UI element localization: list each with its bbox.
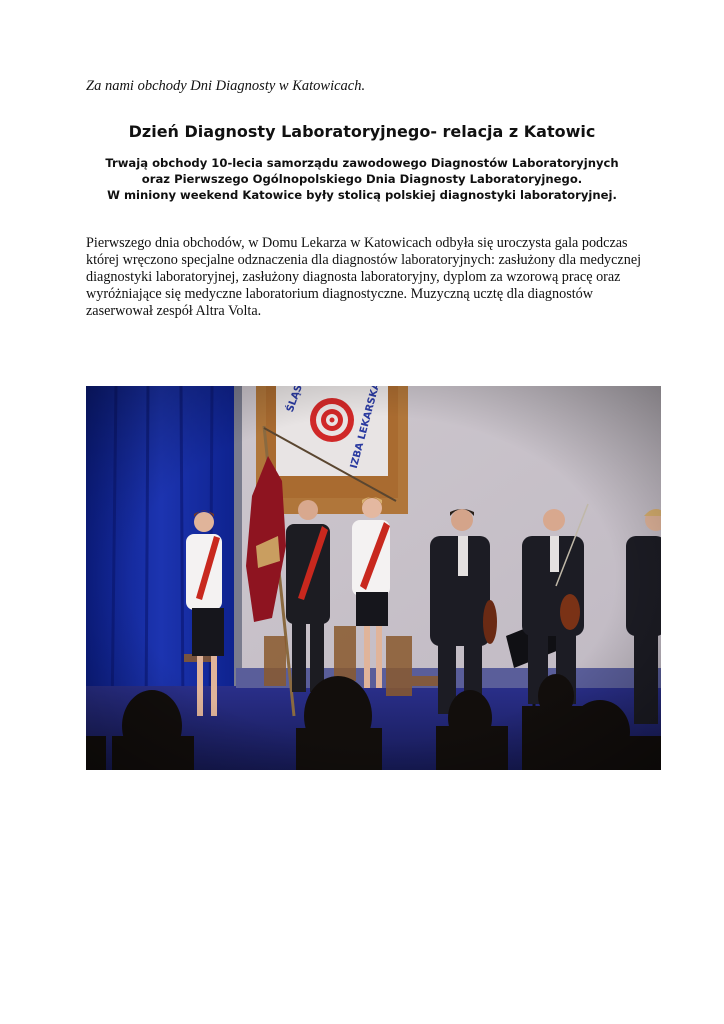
lead-line: W miniony weekend Katowice były stolicą polskiej diagnostyki laboratoryjnej.	[107, 188, 617, 202]
ceremony-photo	[86, 386, 661, 770]
lead-line: Trwają obchody 10-lecia samorządu zawodowego Diagnostów Laboratoryjnych	[105, 156, 619, 170]
lead-line: oraz Pierwszego Ogólnopolskiego Dnia Diagnosty Laboratoryjnego.	[141, 172, 583, 186]
article-lead	[60, 155, 664, 203]
article-body: Pierwszego dnia obchodów, w Domu Lekarza w Katowicach odbyła się uroczysta gala podczas której wręczono specjalne odznaczenia dla diagnostów laboratoryjnych: zasłużony dla medycznej diagnostyki laboratoryjnej, zasłużony diagnosta laboratoryjny, dyplom za wzorową pracę oraz wyróżniające się medyczne laboratorium diagnostyczne. Muzyczną ucztę dla diagnostów zaserwował zespół Altra Volta.	[86, 235, 642, 319]
intro-text: Za nami obchody Dni Diagnosty w Katowicach.	[86, 78, 366, 94]
article-title: Dzień Diagnosty Laboratoryjnego- relacja z Katowic	[128, 122, 596, 141]
